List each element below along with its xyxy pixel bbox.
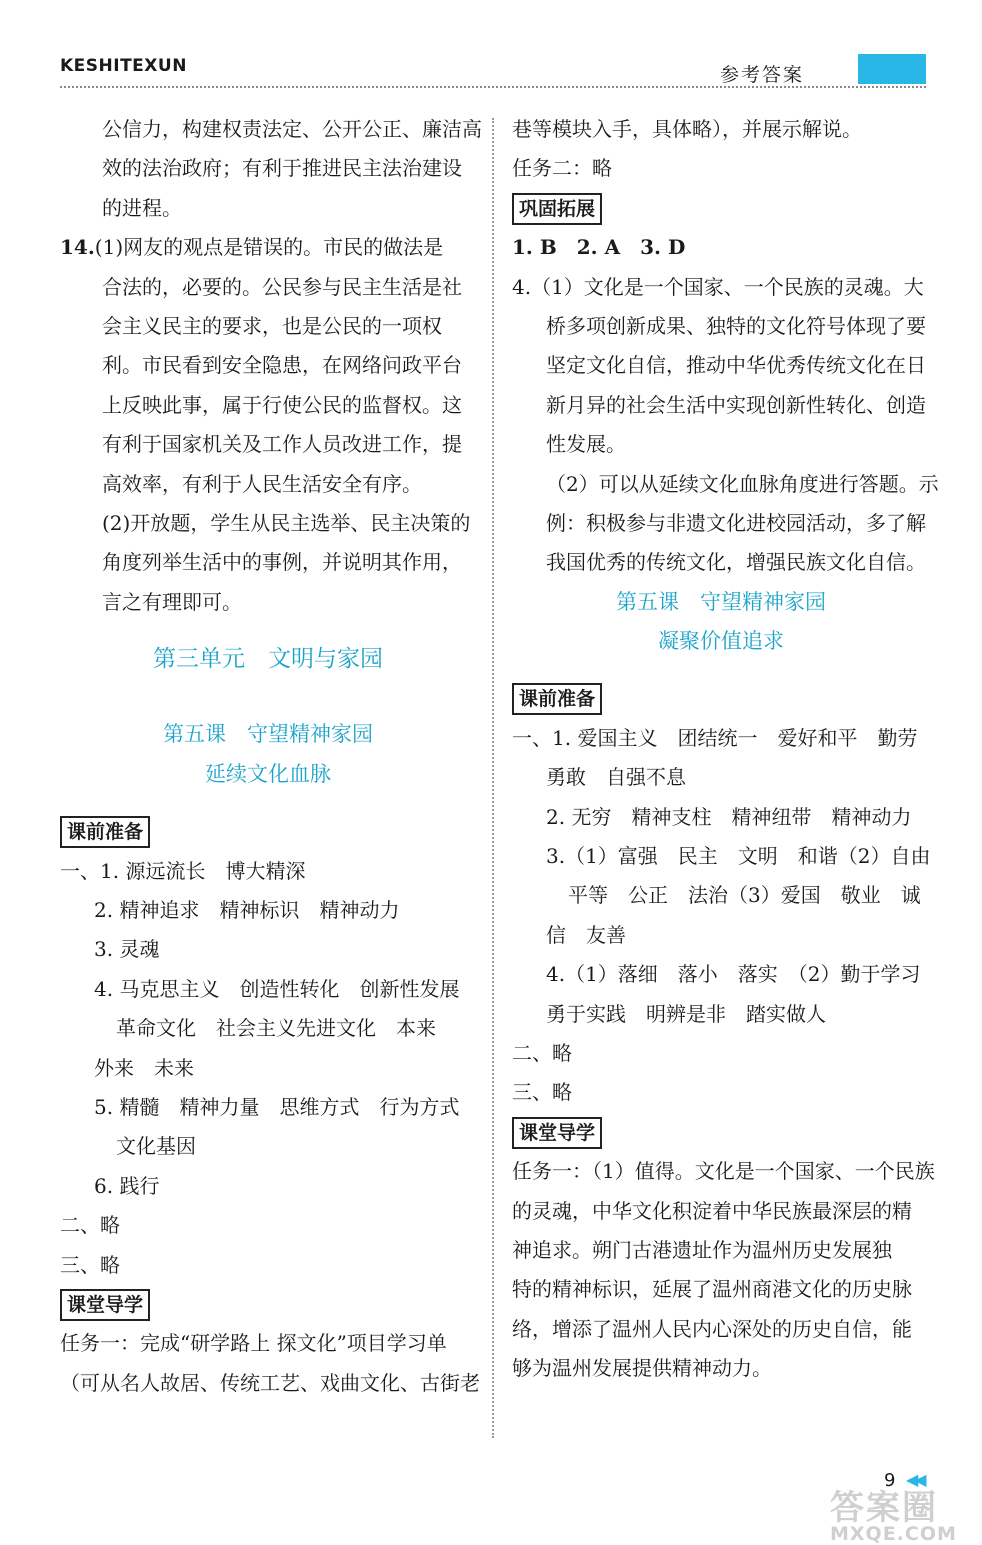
text-line: 利。市民看到安全隐患，在网络问政平台	[102, 353, 462, 378]
text-line: 我国优秀的传统文化，增强民族文化自信。	[546, 550, 926, 575]
text-line: 有利于国家机关及工作人员改进工作，提	[102, 432, 462, 457]
page-header	[60, 56, 926, 86]
answer-line: 3.（1）富强 民主 文明 和谐（2）自由	[546, 844, 931, 869]
answer-line: 4. 马克思主义 创造性转化 创新性发展	[94, 976, 460, 1001]
answer-line: 3. 灵魂	[94, 937, 160, 962]
text-line: 会主义民主的要求，也是公民的一项权	[102, 313, 442, 338]
unit-title: 第三单元 文明与家园	[153, 646, 383, 673]
lesson-title: 第五课 守望精神家园	[163, 722, 373, 747]
watermark	[830, 1480, 957, 1545]
section-label-consolidate: 巩固拓展	[512, 193, 602, 225]
lesson-subtitle: 凝聚价值追求	[658, 629, 784, 654]
answer-line: 2. 无穷 精神支柱 精神纽带 精神动力	[546, 804, 912, 829]
section-label-prep: 课前准备	[60, 816, 150, 848]
lesson-title: 第五课 守望精神家园	[616, 589, 826, 614]
section-label-guide: 课堂导学	[60, 1289, 150, 1321]
answer-line: 勇敢 自强不息	[546, 765, 686, 790]
answer-line: 外来 未来	[94, 1055, 194, 1080]
answer-line: 一、1. 源远流长 博大精深	[60, 858, 306, 883]
answer-line: 平等 公正 法治（3）爱国 敬业 诚	[568, 883, 921, 908]
answer-line: 1. B 2. A 3. D	[512, 235, 686, 260]
text-line: （2）可以从延续文化血脉角度进行答题。示	[546, 471, 939, 496]
section-label-guide: 课堂导学	[512, 1117, 602, 1149]
answer-line: 5. 精髓 精神力量 思维方式 行为方式	[94, 1094, 460, 1119]
left-column	[60, 110, 482, 1403]
text-line: 特的精神标识，延展了温州商港文化的历史脉	[512, 1277, 912, 1302]
text-line: 合法的，必要的。公民参与民主生活是社	[102, 274, 462, 299]
answer-line: 二、略	[512, 1040, 572, 1065]
text-line: 巷等模块入手，具体略），并展示解说。	[512, 117, 862, 141]
text-line: 上反映此事，属于行使公民的监督权。这	[102, 392, 462, 417]
text-line: 坚定文化自信，推动中华优秀传统文化在日	[546, 353, 926, 378]
text-line: 桥多项创新成果、独特的文化符号体现了要	[546, 313, 926, 338]
text-line: 效的法治政府；有利于推进民主法治建设	[102, 156, 462, 181]
text-line: （可从名人故居、传统工艺、戏曲文化、古街老	[60, 1370, 480, 1395]
right-column	[512, 110, 939, 1389]
answer-line: 文化基因	[116, 1134, 196, 1159]
text-line: 性发展。	[546, 432, 626, 457]
watermark-text: 答案圈	[830, 1488, 938, 1528]
watermark-url: MXQE.COM	[830, 1523, 957, 1545]
text-line: 例：积极参与非遗文化进校园活动，多了解	[546, 510, 926, 535]
page-arrow-icon: ◀◀	[906, 1470, 923, 1489]
text-line: 够为温州发展提供精神动力。	[512, 1356, 772, 1381]
text-line: (1)网友的观点是错误的。市民的做法是	[94, 235, 444, 260]
answer-line: 一、1. 爱国主义 团结统一 爱好和平 勤劳	[512, 725, 918, 750]
question-number: 14.	[60, 235, 95, 260]
text-line: 的灵魂，中华文化积淀着中华民族最深层的精	[512, 1198, 912, 1223]
text-line: 任务一：完成“研学路上 探文化”项目学习单	[60, 1331, 447, 1356]
section-label-prep: 课前准备	[512, 683, 602, 715]
text-line: 高效率，有利于人民生活安全有序。	[102, 471, 422, 496]
header-accent-block	[858, 54, 926, 84]
answer-line: 4.（1）落细 落小 落实 （2）勤于学习	[546, 962, 921, 987]
column-divider	[492, 118, 494, 1438]
header-divider	[60, 86, 926, 88]
answer-line: 革命文化 社会主义先进文化 本来	[116, 1016, 436, 1041]
brand-name: KESHITEXUN	[60, 56, 187, 76]
text-line: 角度列举生活中的事例，并说明其作用，	[102, 550, 462, 575]
header-title: 参考答案	[720, 64, 805, 86]
text-line: 络，增添了温州人民内心深处的历史自信，能	[512, 1316, 912, 1341]
text-line: 任务一：（1）值得。文化是一个国家、一个民族	[512, 1159, 935, 1184]
answer-line: 6. 践行	[94, 1173, 160, 1198]
answer-line: 信 友善	[546, 922, 626, 947]
answer-line: 二、略	[60, 1213, 120, 1238]
text-line: (2)开放题，学生从民主选举、民主决策的	[102, 510, 471, 535]
answer-line: 三、略	[512, 1080, 572, 1105]
text-line: 言之有理即可。	[102, 589, 242, 614]
text-line: 4.（1）文化是一个国家、一个民族的灵魂。大	[512, 274, 924, 299]
answer-line: 三、略	[60, 1252, 120, 1277]
lesson-subtitle: 延续文化血脉	[205, 761, 331, 786]
answer-line: 2. 精神追求 精神标识 精神动力	[94, 898, 400, 923]
text-line: 公信力，构建权责法定、公开公正、廉洁高	[102, 117, 482, 141]
answer-line: 勇于实践 明辨是非 踏实做人	[546, 1001, 826, 1026]
text-line: 的进程。	[102, 195, 182, 220]
text-line: 神追求。朔门古港遗址作为温州历史发展独	[512, 1237, 892, 1262]
text-line: 任务二：略	[512, 156, 612, 181]
question-14	[60, 228, 476, 267]
text-line: 新月异的社会生活中实现创新性转化、创造	[546, 392, 926, 417]
page-number: 9	[884, 1470, 896, 1491]
